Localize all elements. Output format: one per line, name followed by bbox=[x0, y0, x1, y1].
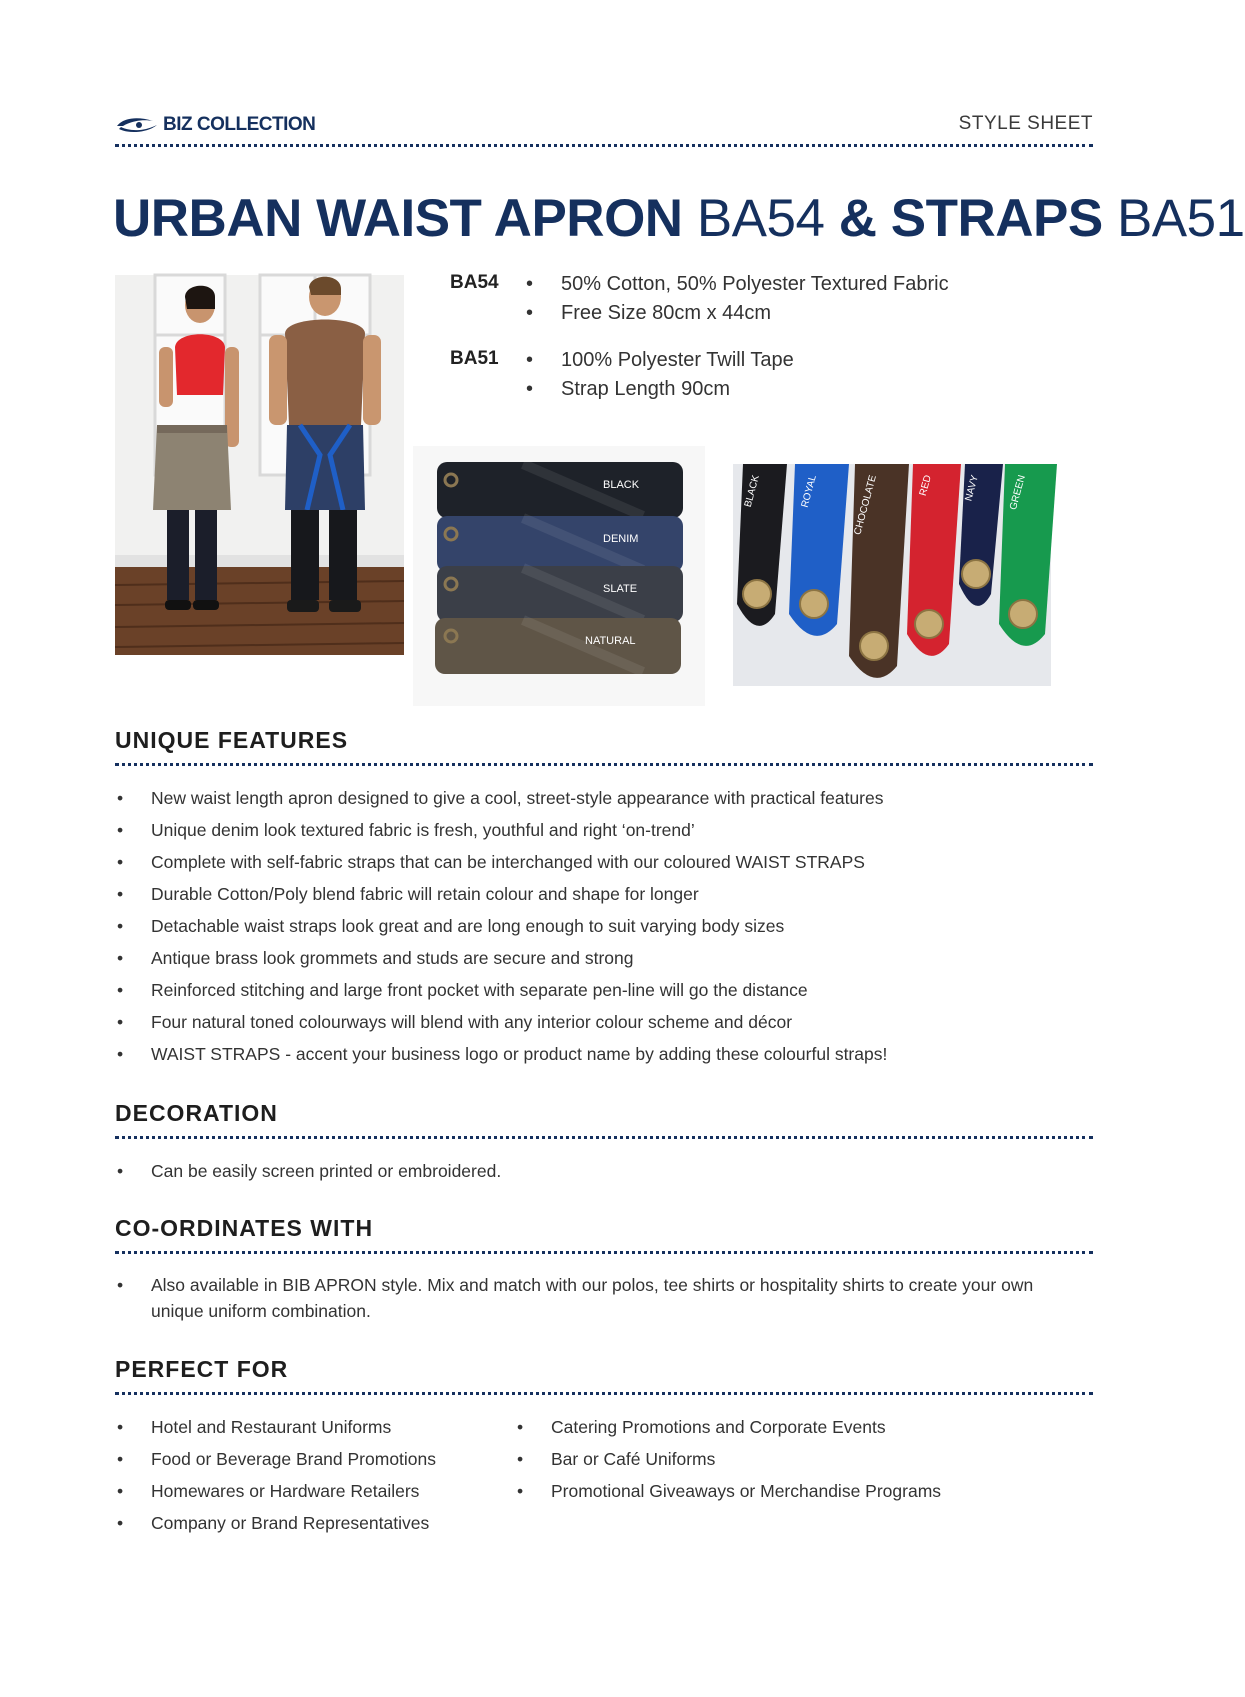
apron-colour-label: SLATE bbox=[603, 583, 638, 595]
page-header bbox=[115, 110, 1093, 146]
spec-item: • Free Size 80cm x 44cm bbox=[526, 299, 1050, 328]
coordinates-section bbox=[115, 1215, 1093, 1324]
apron-roll-natural bbox=[435, 618, 681, 674]
stud-icon bbox=[1009, 600, 1037, 628]
perfect-for-list-left bbox=[115, 1411, 515, 1539]
features-list bbox=[115, 782, 1093, 1070]
spec-item: • Strap Length 90cm bbox=[526, 375, 1050, 404]
list-item: • New waist length apron designed to give a cool, street-style appearance with practical features bbox=[115, 782, 1093, 814]
section-divider bbox=[115, 1392, 1093, 1395]
apron-roll-slate bbox=[437, 566, 683, 622]
list-item: • Food or Beverage Brand Promotions bbox=[115, 1443, 515, 1475]
spec-code: BA54 bbox=[450, 272, 499, 293]
decoration-section bbox=[115, 1100, 1093, 1187]
strap-colour-label: GREEN bbox=[1008, 473, 1028, 512]
apron-colour-label: DENIM bbox=[603, 533, 639, 545]
apron-colour-label: NATURAL bbox=[585, 635, 636, 647]
spec-item: • 100% Polyester Twill Tape bbox=[526, 346, 1050, 375]
section-divider bbox=[115, 1136, 1093, 1139]
list-item: • Also available in BIB APRON style. Mix and match with our polos, tee shirts or hospitality shirts to create your own unique uniform combination. bbox=[115, 1272, 1035, 1324]
swoosh-logo-icon bbox=[115, 115, 159, 135]
coordinates-list bbox=[115, 1272, 1035, 1324]
title-product-2: STRAPS bbox=[890, 189, 1103, 248]
brand-logo bbox=[115, 114, 315, 136]
list-item: • Four natural toned colourways will blend with any interior colour scheme and décor bbox=[115, 1006, 1093, 1038]
list-item: • Detachable waist straps look great and are long enough to suit varying body sizes bbox=[115, 910, 1093, 942]
section-heading: UNIQUE FEATURES bbox=[115, 727, 349, 753]
spec-group-ba51 bbox=[450, 346, 1050, 404]
list-item: • Bar or Café Uniforms bbox=[515, 1443, 1075, 1475]
models-photo bbox=[115, 275, 404, 655]
section-heading: CO-ORDINATES WITH bbox=[115, 1215, 374, 1241]
stud-icon bbox=[743, 580, 771, 608]
apron-roll-denim bbox=[437, 516, 683, 572]
list-item: • Company or Brand Representatives bbox=[115, 1507, 515, 1539]
title-code-1: BA54 bbox=[696, 189, 825, 248]
list-item: • Catering Promotions and Corporate Events bbox=[515, 1411, 1075, 1443]
list-item: • Antique brass look grommets and studs are secure and strong bbox=[115, 942, 1093, 974]
spec-item: • 50% Cotton, 50% Polyester Textured Fabric bbox=[526, 270, 1050, 299]
strap-colour-label: CHOCOLATE bbox=[852, 473, 879, 537]
doc-type-label: STYLE SHEET bbox=[958, 113, 1093, 134]
section-heading: PERFECT FOR bbox=[115, 1356, 289, 1382]
page-title bbox=[113, 188, 1245, 249]
stud-icon bbox=[962, 560, 990, 588]
perfect-for-list-right bbox=[515, 1411, 1075, 1539]
strap-colour-label: BLACK bbox=[742, 473, 762, 509]
stud-icon bbox=[860, 632, 888, 660]
title-ampersand: & bbox=[838, 189, 877, 248]
spec-block bbox=[450, 270, 1050, 422]
list-item: • Homewares or Hardware Retailers bbox=[115, 1475, 515, 1507]
section-heading: DECORATION bbox=[115, 1100, 278, 1126]
apron-roll-black bbox=[437, 462, 683, 518]
list-item: • Can be easily screen printed or embroidered. bbox=[115, 1155, 1093, 1187]
title-product-1: URBAN WAIST APRON bbox=[113, 189, 683, 248]
apron-colours-photo bbox=[413, 446, 705, 706]
list-item: • Hotel and Restaurant Uniforms bbox=[115, 1411, 515, 1443]
apron-colour-label: BLACK bbox=[603, 479, 640, 491]
list-item: • Promotional Giveaways or Merchandise Programs bbox=[515, 1475, 1075, 1507]
stud-icon bbox=[915, 610, 943, 638]
stud-icon bbox=[800, 590, 828, 618]
list-item: • Durable Cotton/Poly blend fabric will retain colour and shape for longer bbox=[115, 878, 1093, 910]
spec-code: BA51 bbox=[450, 348, 499, 369]
strap-colour-label: ROYAL bbox=[799, 473, 819, 509]
title-code-2: BA51 bbox=[1116, 189, 1245, 248]
section-divider bbox=[115, 763, 1093, 766]
perfect-for-section bbox=[115, 1356, 1093, 1539]
section-divider bbox=[115, 1251, 1093, 1254]
strap-colour-label: RED bbox=[917, 473, 934, 498]
list-item: • Complete with self-fabric straps that can be interchanged with our coloured WAIST STRAPS bbox=[115, 846, 1093, 878]
decoration-list bbox=[115, 1155, 1093, 1187]
header-divider bbox=[115, 144, 1093, 147]
list-item: • Reinforced stitching and large front pocket with separate pen-line will go the distance bbox=[115, 974, 1093, 1006]
spec-group-ba54 bbox=[450, 270, 1050, 328]
strap-colours-photo bbox=[733, 464, 1051, 686]
list-item: • WAIST STRAPS - accent your business logo or product name by adding these colourful straps! bbox=[115, 1038, 1093, 1070]
strap-colour-label: NAVY bbox=[963, 473, 981, 503]
list-item: • Unique denim look textured fabric is fresh, youthful and right ‘on-trend’ bbox=[115, 814, 1093, 846]
unique-features-section bbox=[115, 727, 1093, 1070]
brand-name: BIZ COLLECTION bbox=[163, 114, 316, 135]
